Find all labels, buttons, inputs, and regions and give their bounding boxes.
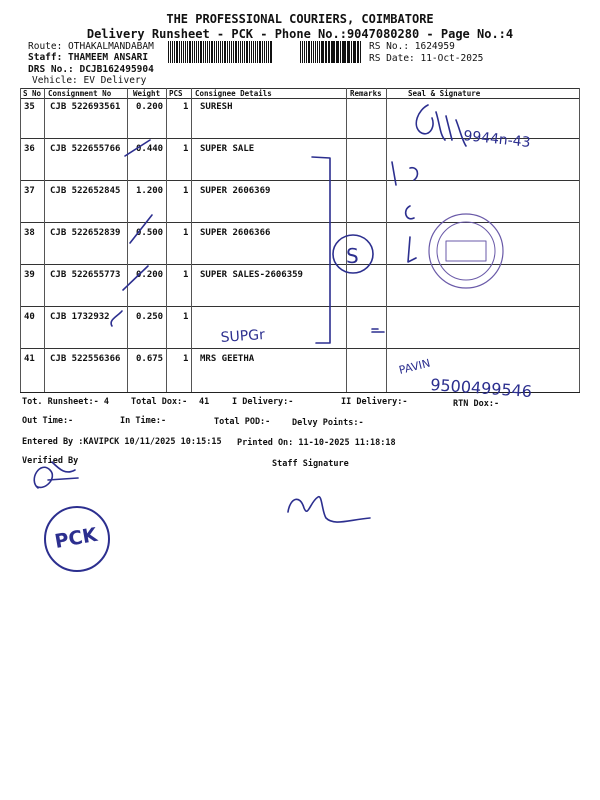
col-header-seal: Seal & Signature xyxy=(408,89,481,98)
verified-signature xyxy=(34,462,78,488)
rtn-dox: RTN Dox:- xyxy=(453,399,500,409)
col-header-pcs: PCS xyxy=(169,89,183,98)
row-consignment: CJB 522693561 xyxy=(50,102,121,112)
total-dox-value: 41 xyxy=(199,397,210,407)
company-title: THE PROFESSIONAL COURIERS, COIMBATORE xyxy=(166,12,434,26)
row-pcs: 1 xyxy=(183,228,189,238)
name-note: PAVIN xyxy=(397,356,432,377)
tick-mark-36 xyxy=(125,140,150,156)
row-weight: 0.250 xyxy=(136,312,164,322)
delvy-points: Delvy Points:- xyxy=(292,418,364,428)
seal-mark-37 xyxy=(406,206,414,219)
row-pcs: 1 xyxy=(183,312,189,322)
vehicle-label: Vehicle: EV Delivery xyxy=(32,75,147,86)
row-consignment: CJB 522652839 xyxy=(50,228,121,238)
route-label: Route: OTHAKALMANDABAM xyxy=(28,41,154,52)
row-consignment: CJB 522556366 xyxy=(50,354,121,364)
row-weight: 0.200 xyxy=(136,270,164,280)
col-header-consignment: Consignment No xyxy=(48,89,112,98)
total-pod: Total POD:- xyxy=(214,417,271,427)
seal-mark-36 xyxy=(392,162,417,185)
row-sno: 37 xyxy=(24,186,35,196)
rs-number: RS No.: 1624959 xyxy=(369,41,455,52)
row-pcs: 1 xyxy=(183,354,189,364)
col-header-remarks: Remarks xyxy=(350,89,382,98)
i-delivery: I Delivery:- xyxy=(232,397,294,407)
in-time: In Time:- xyxy=(120,416,167,426)
row-consignment: CJB 522652845 xyxy=(50,186,121,196)
row-weight: 0.200 xyxy=(136,102,164,112)
row-weight: 0.440 xyxy=(136,144,164,154)
tick-mark-40 xyxy=(111,311,122,326)
tick-mark-39 xyxy=(123,266,148,290)
circled-s-text: S xyxy=(346,244,359,268)
round-seal-stamp xyxy=(429,214,503,288)
row-weight: 0.675 xyxy=(136,354,164,364)
tick-mark-38 xyxy=(130,215,152,243)
signature-row-35 xyxy=(416,105,466,146)
staff-signature xyxy=(288,497,370,522)
drs-number: DRS No.: DCJB162495904 xyxy=(28,64,154,75)
rs-date: RS Date: 11-Oct-2025 xyxy=(369,53,484,64)
row-sno: 36 xyxy=(24,144,35,154)
row-consignee: SUPER SALE xyxy=(200,144,255,154)
row-sno: 39 xyxy=(24,270,35,280)
seal-mark-38 xyxy=(408,237,416,262)
col-header-weight: Weight xyxy=(133,89,161,98)
row-pcs: 1 xyxy=(183,186,189,196)
printed-on: Printed On: 11-10-2025 11:18:18 xyxy=(237,438,396,448)
runsheet-subtitle: Delivery Runsheet - PCK - Phone No.:9047080280 - Page No.:4 xyxy=(86,27,514,41)
row-weight: 1.200 xyxy=(136,186,164,196)
row-pcs: 1 xyxy=(183,270,189,280)
verified-by-label: Verified By xyxy=(22,456,79,466)
row-consignment: CJB 1732932 xyxy=(50,312,110,322)
row-consignee: SUPER 2606369 xyxy=(200,186,271,196)
entered-by: Entered By :KAVIPCK 10/11/2025 10:15:15 xyxy=(22,437,222,447)
col-header-sno: S No xyxy=(23,89,42,98)
row-sno: 38 xyxy=(24,228,35,238)
total-dox-label: Total Dox:- xyxy=(131,397,188,407)
row-consignment: CJB 522655773 xyxy=(50,270,121,280)
out-time: Out Time:- xyxy=(22,416,74,426)
row-sno: 35 xyxy=(24,102,35,112)
tot-runsheet: Tot. Runsheet:- 4 xyxy=(22,397,109,407)
row-pcs: 1 xyxy=(183,144,189,154)
bracket-mark xyxy=(312,157,330,343)
row-pcs: 1 xyxy=(183,102,189,112)
row-consignee: SUPER 2606366 xyxy=(200,228,271,238)
staff-label: Staff: THAMEEM ANSARI xyxy=(28,52,149,63)
super-note: SUPGr xyxy=(220,326,266,346)
col-header-consignee: Consignee Details xyxy=(195,89,272,98)
row-consignee: MRS GEETHA xyxy=(200,354,255,364)
ii-delivery: II Delivery:- xyxy=(341,397,408,407)
row-consignee: SUPER SALES-2606359 xyxy=(200,270,303,280)
row-sno: 40 xyxy=(24,312,35,322)
staff-signature-label: Staff Signature xyxy=(272,459,349,469)
row-weight: 0.500 xyxy=(136,228,164,238)
row-sno: 41 xyxy=(24,354,35,364)
row-consignment: CJB 522655766 xyxy=(50,144,121,154)
row-consignee: SURESH xyxy=(200,102,233,112)
sig-phone-1: 9944n-43 xyxy=(462,128,532,152)
pck-stamp-text: PCK xyxy=(53,523,99,553)
sig-phone-2: 9500499546 xyxy=(429,375,533,402)
